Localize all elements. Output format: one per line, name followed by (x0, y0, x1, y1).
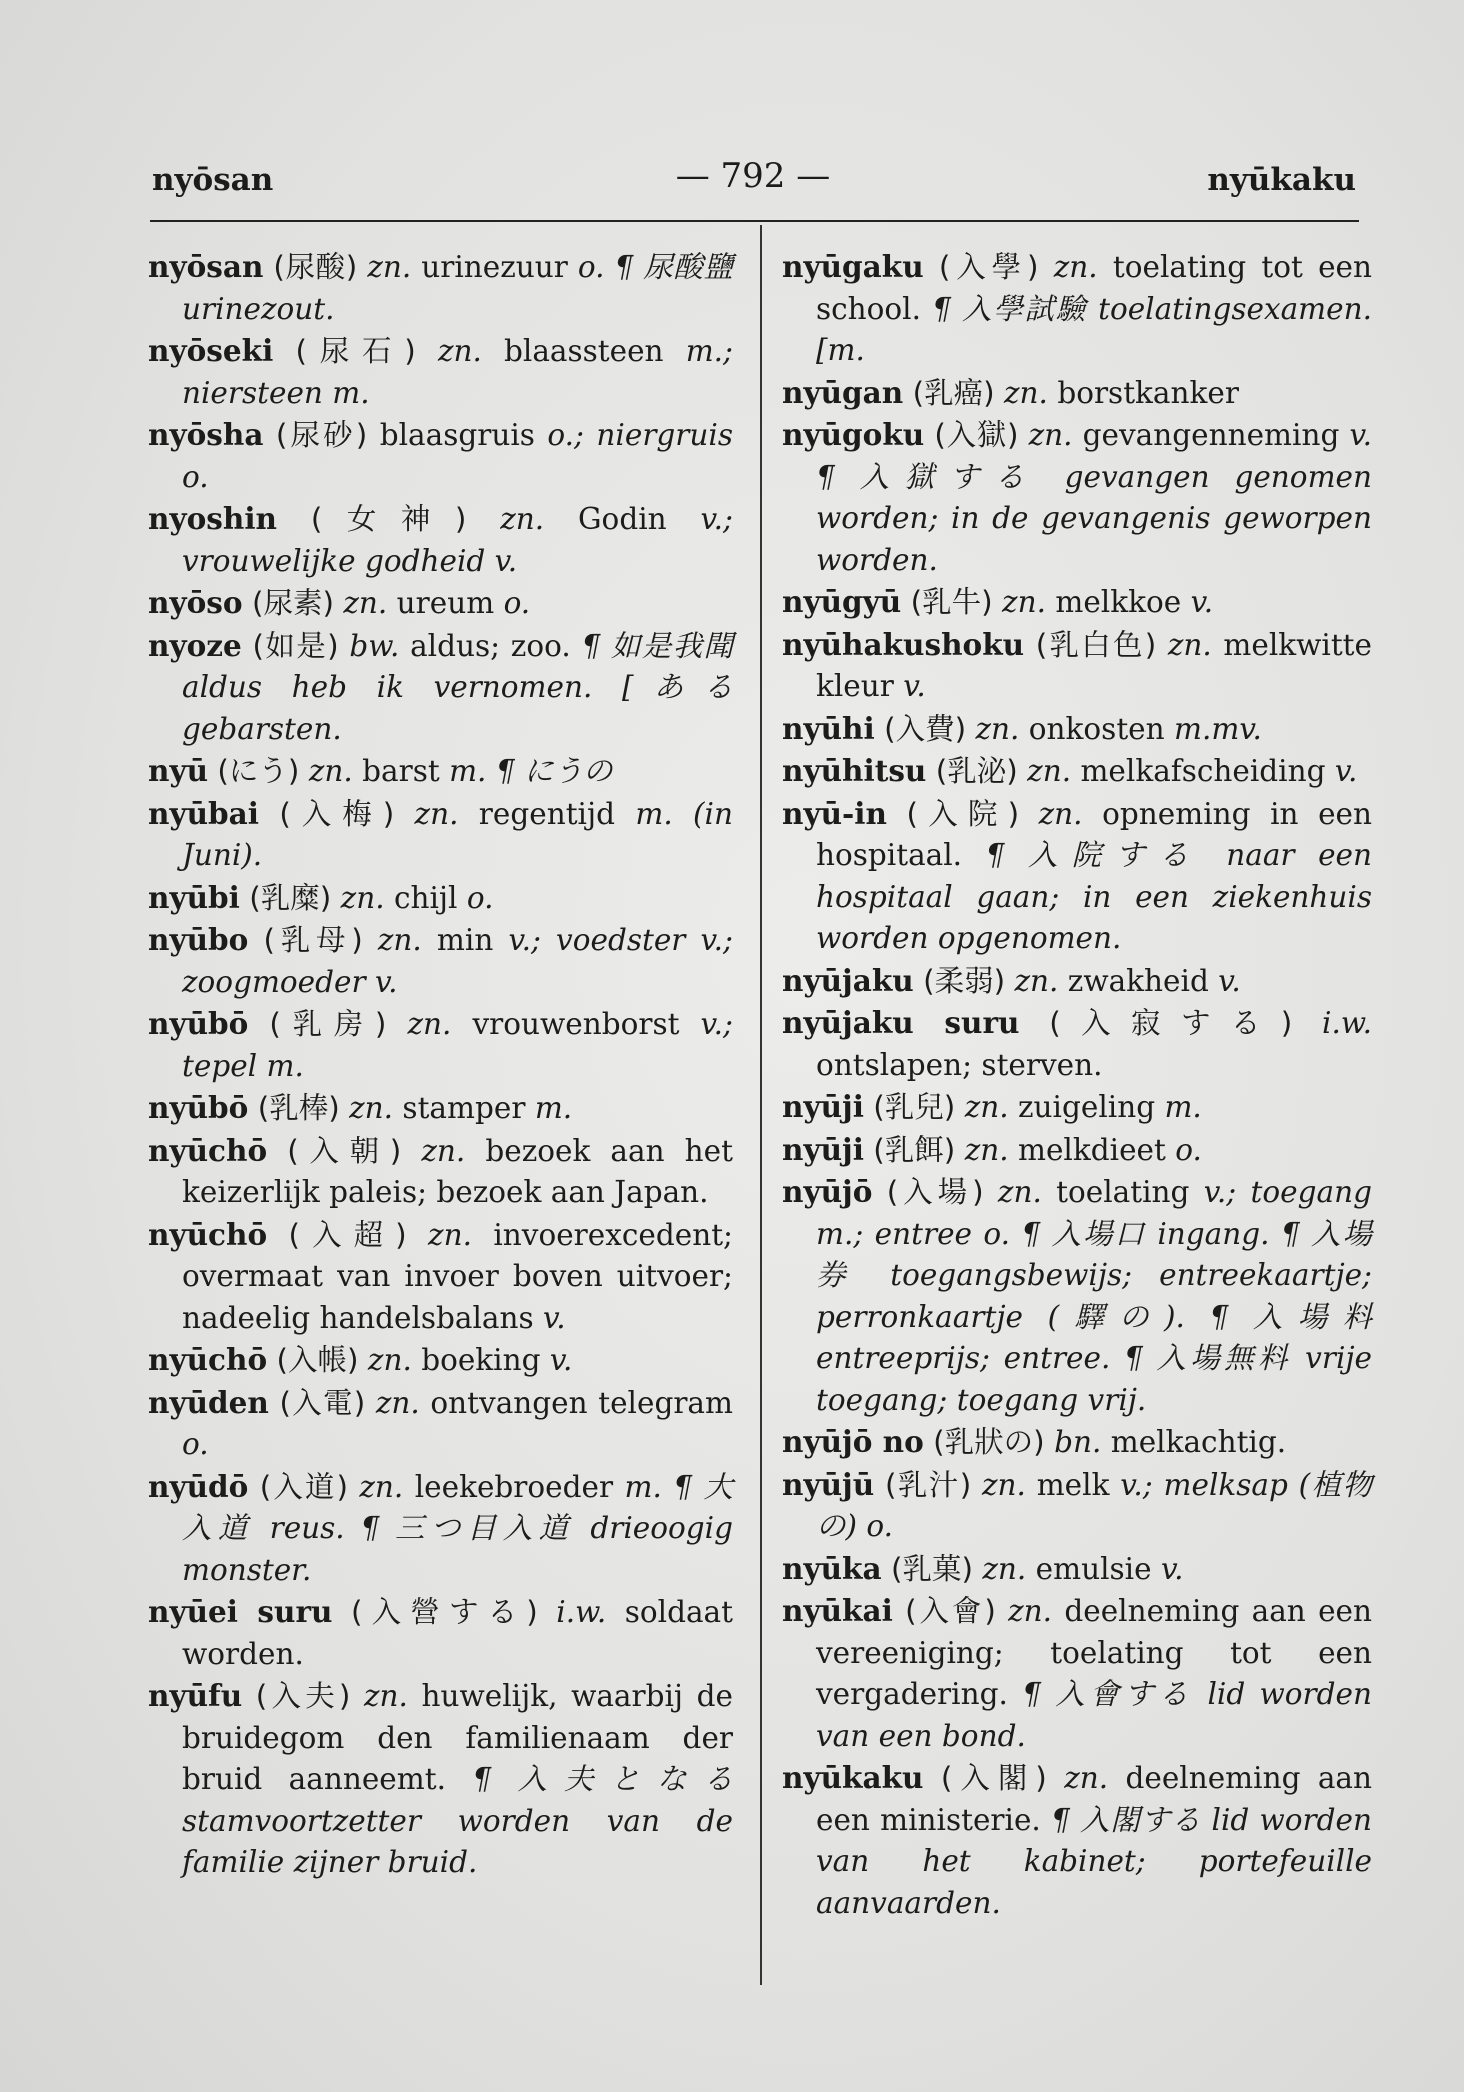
entry-part-of-speech: zn. (1167, 627, 1212, 662)
entry-part-of-speech: bw. (349, 628, 400, 663)
entry-definition: huwelijk, waarbij de bruidegom den familienaam der bruid aanneemt. (182, 1679, 733, 1796)
entry-gender: v. (549, 1343, 573, 1377)
dictionary-entry (782, 793, 1372, 960)
entry-definition: min (421, 923, 509, 957)
page-number: — 792 — (675, 156, 831, 196)
dictionary-entry (782, 414, 1372, 581)
entry-definition: Godin (544, 502, 701, 536)
entry-definition: barst (352, 754, 450, 788)
entry-definition: leekebroeder (403, 1469, 625, 1504)
entry-headword: nyūbai (148, 795, 259, 831)
entry-headword: nyoze (148, 627, 242, 663)
entry-definition: ureum (387, 586, 504, 620)
entry-part-of-speech: zn. (367, 1343, 412, 1377)
entry-part-of-speech: zn. (377, 923, 422, 957)
entry-kanji: (入寂する) (1019, 1006, 1323, 1040)
entry-definition: ontslapen; sterven. (816, 1047, 1103, 1082)
entry-definition: blaassteen (481, 334, 686, 368)
entry-kanji: (乳狀の) (923, 1425, 1055, 1459)
entry-definition: melkwitte kleur (816, 627, 1372, 703)
dictionary-entry (782, 1590, 1372, 1757)
entry-gender: v.; tepel m. (182, 1007, 733, 1083)
entry-definition: toelating (1041, 1175, 1204, 1209)
entry-example: ¶ 大入道 reus. ¶ 三つ目入道 drieoogig monster. (182, 1469, 734, 1587)
entry-kanji: (乳餌) (863, 1132, 965, 1167)
entry-part-of-speech: zn. (1064, 1761, 1109, 1795)
dictionary-entry (148, 625, 733, 751)
entry-kanji: (乳牛) (901, 585, 1003, 619)
entry-headword: nyūjū (782, 1466, 875, 1502)
entry-definition: melkkoe (1045, 585, 1191, 619)
entry-gender: v. (903, 669, 926, 703)
entry-part-of-speech: zn. (1038, 796, 1083, 831)
entry-headword: nyūjō (782, 1174, 873, 1209)
entry-part-of-speech: zn. (964, 1132, 1009, 1167)
entry-gender: m. (635, 796, 673, 831)
entry-part-of-speech: i.w. (556, 1595, 607, 1629)
dictionary-entry (148, 330, 733, 414)
entry-definition: deelneming aan een ministerie. (816, 1761, 1372, 1837)
entry-part-of-speech: zn. (982, 1551, 1027, 1586)
entry-example: ¶ にうの (486, 754, 613, 788)
entry-part-of-speech: zn. (364, 1679, 408, 1713)
entry-kanji: (入道) (248, 1469, 360, 1504)
dictionary-entry (148, 498, 733, 582)
entry-gender: v. (1218, 963, 1241, 998)
entry-definition: zuigeling (1008, 1090, 1165, 1124)
entry-gender: o. (577, 250, 605, 284)
dictionary-entry (782, 1421, 1372, 1464)
entry-headword: nyōsha (148, 417, 264, 452)
entry-gender: v.; melksap (植物の) o. (816, 1467, 1372, 1543)
entry-kanji: (入獄) (924, 418, 1029, 452)
entry-part-of-speech: zn. (359, 1469, 404, 1504)
entry-headword: nyūchō (148, 1216, 268, 1252)
entry-kanji: (乳菓) (881, 1551, 983, 1586)
entry-part-of-speech: zn. (975, 711, 1020, 746)
entry-definition: deelneming aan een vereeniging; toelating tot een vergadering. (816, 1594, 1372, 1711)
entry-gender: o. (1175, 1132, 1202, 1167)
entry-kanji: (尿石) (273, 334, 438, 368)
entry-gender: v. (1334, 754, 1358, 788)
entry-definition: soldaat worden. (182, 1595, 733, 1671)
entry-gender: v. (543, 1300, 566, 1335)
entry-part-of-speech: zn. (407, 1007, 452, 1041)
entry-kanji: (乳白色) (1024, 627, 1168, 662)
entry-kanji: (入營する) (332, 1595, 557, 1629)
dictionary-entry (782, 1548, 1372, 1591)
dictionary-entry (148, 1339, 733, 1382)
entry-gender: v.; voedster v.; zoogmoeder v. (182, 923, 733, 999)
entry-definition: chijl (384, 880, 467, 915)
entry-example: ¶ 如是我聞 aldus heb ik vernomen. [ある gebarsten. (182, 628, 733, 746)
entry-gender: o. (466, 880, 494, 915)
entry-gender: m. (1164, 1090, 1202, 1124)
dictionary-entry (782, 960, 1372, 1003)
dictionary-entry (782, 1129, 1372, 1172)
entry-headword: nyoshin (148, 501, 277, 536)
entry-kanji: (入閣) (923, 1761, 1065, 1795)
entry-headword: nyūei suru (148, 1594, 333, 1629)
entry-definition: aldus; zoo. (399, 628, 582, 663)
entry-headword: nyūbō (148, 1090, 249, 1125)
entry-kanji: (入梅) (259, 796, 415, 831)
entry-headword: nyūji (782, 1131, 864, 1167)
right-column (782, 246, 1372, 1924)
entry-definition: invoerexcedent; overmaat van invoer boven uitvoer; nadeelig handelsbalans (182, 1217, 733, 1335)
entry-kanji: (尿酸) (263, 250, 368, 284)
entry-gender: m. (534, 1091, 573, 1125)
entry-headword: nyū-in (782, 795, 887, 831)
dictionary-entry (148, 414, 733, 498)
entry-part-of-speech: zn. (982, 1467, 1026, 1502)
dictionary-entry (148, 1591, 733, 1675)
entry-definition: opneming in een hospitaal. (816, 796, 1372, 872)
entry-definition: melkafscheiding (1071, 754, 1335, 788)
entry-part-of-speech: zn. (414, 796, 459, 831)
entry-kanji: (柔弱) (913, 963, 1015, 998)
entry-headword: nyūgoku (782, 417, 925, 452)
entry-gender: m. (624, 1469, 662, 1504)
entry-kanji: (乳癌) (903, 375, 1005, 410)
entry-definition: stamper (393, 1091, 535, 1125)
dictionary-entry (148, 582, 733, 625)
entry-gender: o.; niergruis o. (182, 418, 733, 494)
entry-kanji: (入電) (268, 1385, 376, 1420)
entry-kanji: (入朝) (267, 1133, 422, 1168)
entry-headword: nyūchō (148, 1342, 268, 1377)
entry-kanji: (乳房) (248, 1007, 408, 1041)
entry-headword: nyūfu (148, 1678, 243, 1713)
entry-gender: o. (182, 1427, 209, 1461)
running-headword-right: nyūkaku (1207, 162, 1356, 198)
entry-kanji: (乳汁) (874, 1467, 982, 1502)
entry-gender: v.; toegang m.; entree o. (816, 1175, 1372, 1251)
entry-part-of-speech: zn. (343, 586, 388, 620)
entry-headword: nyūbō (148, 1006, 249, 1041)
entry-gender: m.mv. (1174, 711, 1262, 746)
entry-headword: nyūdō (148, 1468, 249, 1504)
dictionary-entry (782, 1086, 1372, 1129)
entry-part-of-speech: zn. (1008, 1594, 1053, 1628)
entry-headword: nyōso (148, 585, 243, 620)
entry-kanji: (入夫) (242, 1679, 364, 1713)
entry-definition: melkachtig. (1101, 1425, 1287, 1459)
entry-example: ¶ 入學試驗 toelatingsexamen. [m. (816, 291, 1372, 367)
entry-gender: v. (1349, 418, 1372, 452)
entry-definition: boeking (411, 1343, 550, 1377)
dictionary-entry (782, 1002, 1372, 1086)
entry-part-of-speech: zn. (1014, 963, 1059, 998)
entry-headword: nyūgyū (782, 584, 902, 619)
entry-headword: nyūhi (782, 710, 875, 746)
entry-definition: gevangenneming (1072, 418, 1350, 452)
dictionary-entry (148, 1003, 733, 1087)
entry-kanji: (女神) (276, 502, 501, 536)
entry-gender: v. (1190, 585, 1214, 619)
entry-part-of-speech: zn. (421, 1133, 466, 1168)
dictionary-entry (782, 1464, 1372, 1548)
dictionary-entry (148, 1130, 733, 1214)
entry-definition: borstkanker (1047, 375, 1239, 410)
entry-headword: nyūkaku (782, 1760, 924, 1795)
entry-part-of-speech: zn. (1028, 418, 1073, 452)
entry-part-of-speech: zn. (349, 1091, 394, 1125)
dictionary-entry (148, 919, 733, 1003)
entry-kanji: (乳棒) (248, 1091, 350, 1125)
page-header (150, 150, 1356, 210)
dictionary-entry (148, 877, 733, 920)
entry-part-of-speech: bn. (1054, 1425, 1102, 1459)
entry-headword: nyūgaku (782, 249, 924, 284)
entry-part-of-speech: zn. (964, 1090, 1009, 1124)
header-rule (150, 220, 1359, 222)
entry-kanji: (乳母) (248, 923, 378, 957)
entry-kanji: (入超) (267, 1217, 429, 1252)
entry-example: ¶ 入夫となる stamvoortzetter worden van de familie zijner bruid. (182, 1762, 733, 1879)
entry-definition: bezoek aan het keizerlijk paleis; bezoek aan Japan. (182, 1133, 733, 1209)
entry-kanji: (にう) (208, 754, 309, 788)
entry-headword: nyūchō (148, 1132, 268, 1168)
entry-headword: nyūji (782, 1089, 864, 1124)
entry-part-of-speech: i.w. (1322, 1006, 1372, 1040)
dictionary-entry (148, 750, 733, 793)
entry-headword: nyōseki (148, 333, 274, 368)
entry-gender: m. (449, 754, 487, 788)
entry-part-of-speech: zn. (1027, 754, 1072, 788)
entry-example: ¶ 入院する naar een hospitaal gaan; in een ziekenhuis worden opgenomen. (816, 838, 1372, 955)
entry-headword: nyōsan (148, 249, 264, 284)
entry-kanji: (乳糜) (239, 880, 341, 915)
entry-gender: v. (1160, 1551, 1184, 1586)
dictionary-entry (782, 750, 1372, 793)
entry-kanji: (尿砂) (263, 418, 380, 452)
entry-definition: zwakheid (1058, 963, 1219, 998)
dictionary-entry (148, 1087, 733, 1130)
entry-part-of-speech: zn. (340, 880, 385, 915)
entry-kanji: (乳泌) (926, 754, 1028, 788)
entry-part-of-speech: zn. (428, 1217, 472, 1252)
entry-kanji: (乳兒) (863, 1090, 965, 1124)
entry-headword: nyūkai (782, 1593, 893, 1628)
dictionary-entry (148, 246, 733, 330)
dictionary-entry (782, 246, 1372, 372)
entry-headword: nyūhakushoku (782, 626, 1025, 662)
entry-part-of-speech: zn. (367, 250, 412, 284)
dictionary-entry (782, 372, 1372, 415)
dictionary-entry (782, 1757, 1372, 1924)
entry-headword: nyūgan (782, 374, 904, 410)
entry-headword: nyūbo (148, 922, 249, 957)
entry-example: ¶ 入獄する gevangen genomen worden; in de gevangenis geworpen worden. (816, 459, 1372, 577)
entry-example: ¶ 入場口 ingang. ¶ 入場券 toegangsbewijs; entreekaartje; perronkaartje (驛の). ¶ 入場料 entreeprijs; entree. ¶ 入場無料 vrije toegang; toegang vrij. (816, 1216, 1372, 1417)
entry-kanji: (尿素) (242, 586, 344, 620)
entry-definition: melk (1025, 1467, 1121, 1502)
left-column (148, 246, 733, 1884)
entry-headword: nyūjaku (782, 962, 914, 998)
entry-definition: toelating tot een school. (816, 250, 1372, 326)
entry-definition: urinezuur (411, 250, 578, 284)
entry-gender: m.; niersteen m. (182, 334, 733, 410)
entry-part-of-speech: zn. (1002, 585, 1046, 619)
entry-definition: onkosten (1019, 711, 1175, 746)
dictionary-entry (148, 1382, 733, 1466)
entry-definition: ontvangen telegram (419, 1385, 733, 1420)
entry-part-of-speech: zn. (1053, 250, 1098, 284)
entry-headword: nyūjaku suru (782, 1005, 1020, 1040)
dictionary-entry (782, 624, 1372, 708)
entry-definition: emulsie (1026, 1551, 1161, 1586)
entry-part-of-speech: zn. (1004, 375, 1048, 410)
dictionary-entry (148, 1675, 733, 1884)
dictionary-entry (148, 793, 733, 877)
entry-headword: nyūjō no (782, 1424, 924, 1459)
entry-gender: o. (503, 586, 531, 620)
entry-kanji: (入場) (872, 1175, 998, 1209)
entry-definition: melkdieet (1008, 1132, 1176, 1167)
entry-part-of-speech: zn. (308, 754, 353, 788)
dictionary-entry (782, 1171, 1372, 1421)
entry-kanji: (入帳) (267, 1343, 368, 1377)
dictionary-entry (782, 708, 1372, 751)
entry-example: (in Juni). (182, 796, 733, 872)
dictionary-entry (148, 1214, 733, 1340)
entry-part-of-speech: zn. (437, 334, 482, 368)
entry-headword: nyūhitsu (782, 753, 927, 788)
entry-example: ¶ 入會する lid worden van een bond. (816, 1677, 1372, 1753)
dictionary-entry (782, 581, 1372, 624)
entry-kanji: (入會) (892, 1594, 1009, 1628)
dictionary-entry (148, 1466, 733, 1592)
entry-kanji: (如是) (241, 628, 350, 663)
entry-part-of-speech: zn. (500, 502, 545, 536)
entry-headword: nyūbi (148, 879, 240, 915)
entry-example: ¶ 入閣する lid worden van het kabinet; portefeuille aanvaarden. (816, 1802, 1372, 1920)
entry-definition: vrouwenborst (451, 1007, 701, 1041)
entry-part-of-speech: zn. (997, 1175, 1042, 1209)
entry-headword: nyūden (148, 1384, 269, 1420)
entry-kanji: (入費) (874, 711, 976, 746)
entry-part-of-speech: zn. (375, 1385, 420, 1420)
running-headword-left: nyōsan (152, 162, 274, 198)
entry-headword: nyū (148, 753, 209, 788)
entry-definition: regentijd (458, 796, 636, 831)
entry-example: ¶ 尿酸鹽 urinezout. (182, 250, 734, 326)
entry-headword: nyūka (782, 1550, 882, 1586)
entry-gender: v.; vrouwelijke godheid v. (182, 502, 733, 578)
entry-kanji: (入學) (923, 250, 1054, 284)
column-separator (760, 225, 762, 1985)
entry-kanji: (入院) (886, 796, 1039, 831)
entry-definition: blaasgruis (379, 418, 548, 452)
